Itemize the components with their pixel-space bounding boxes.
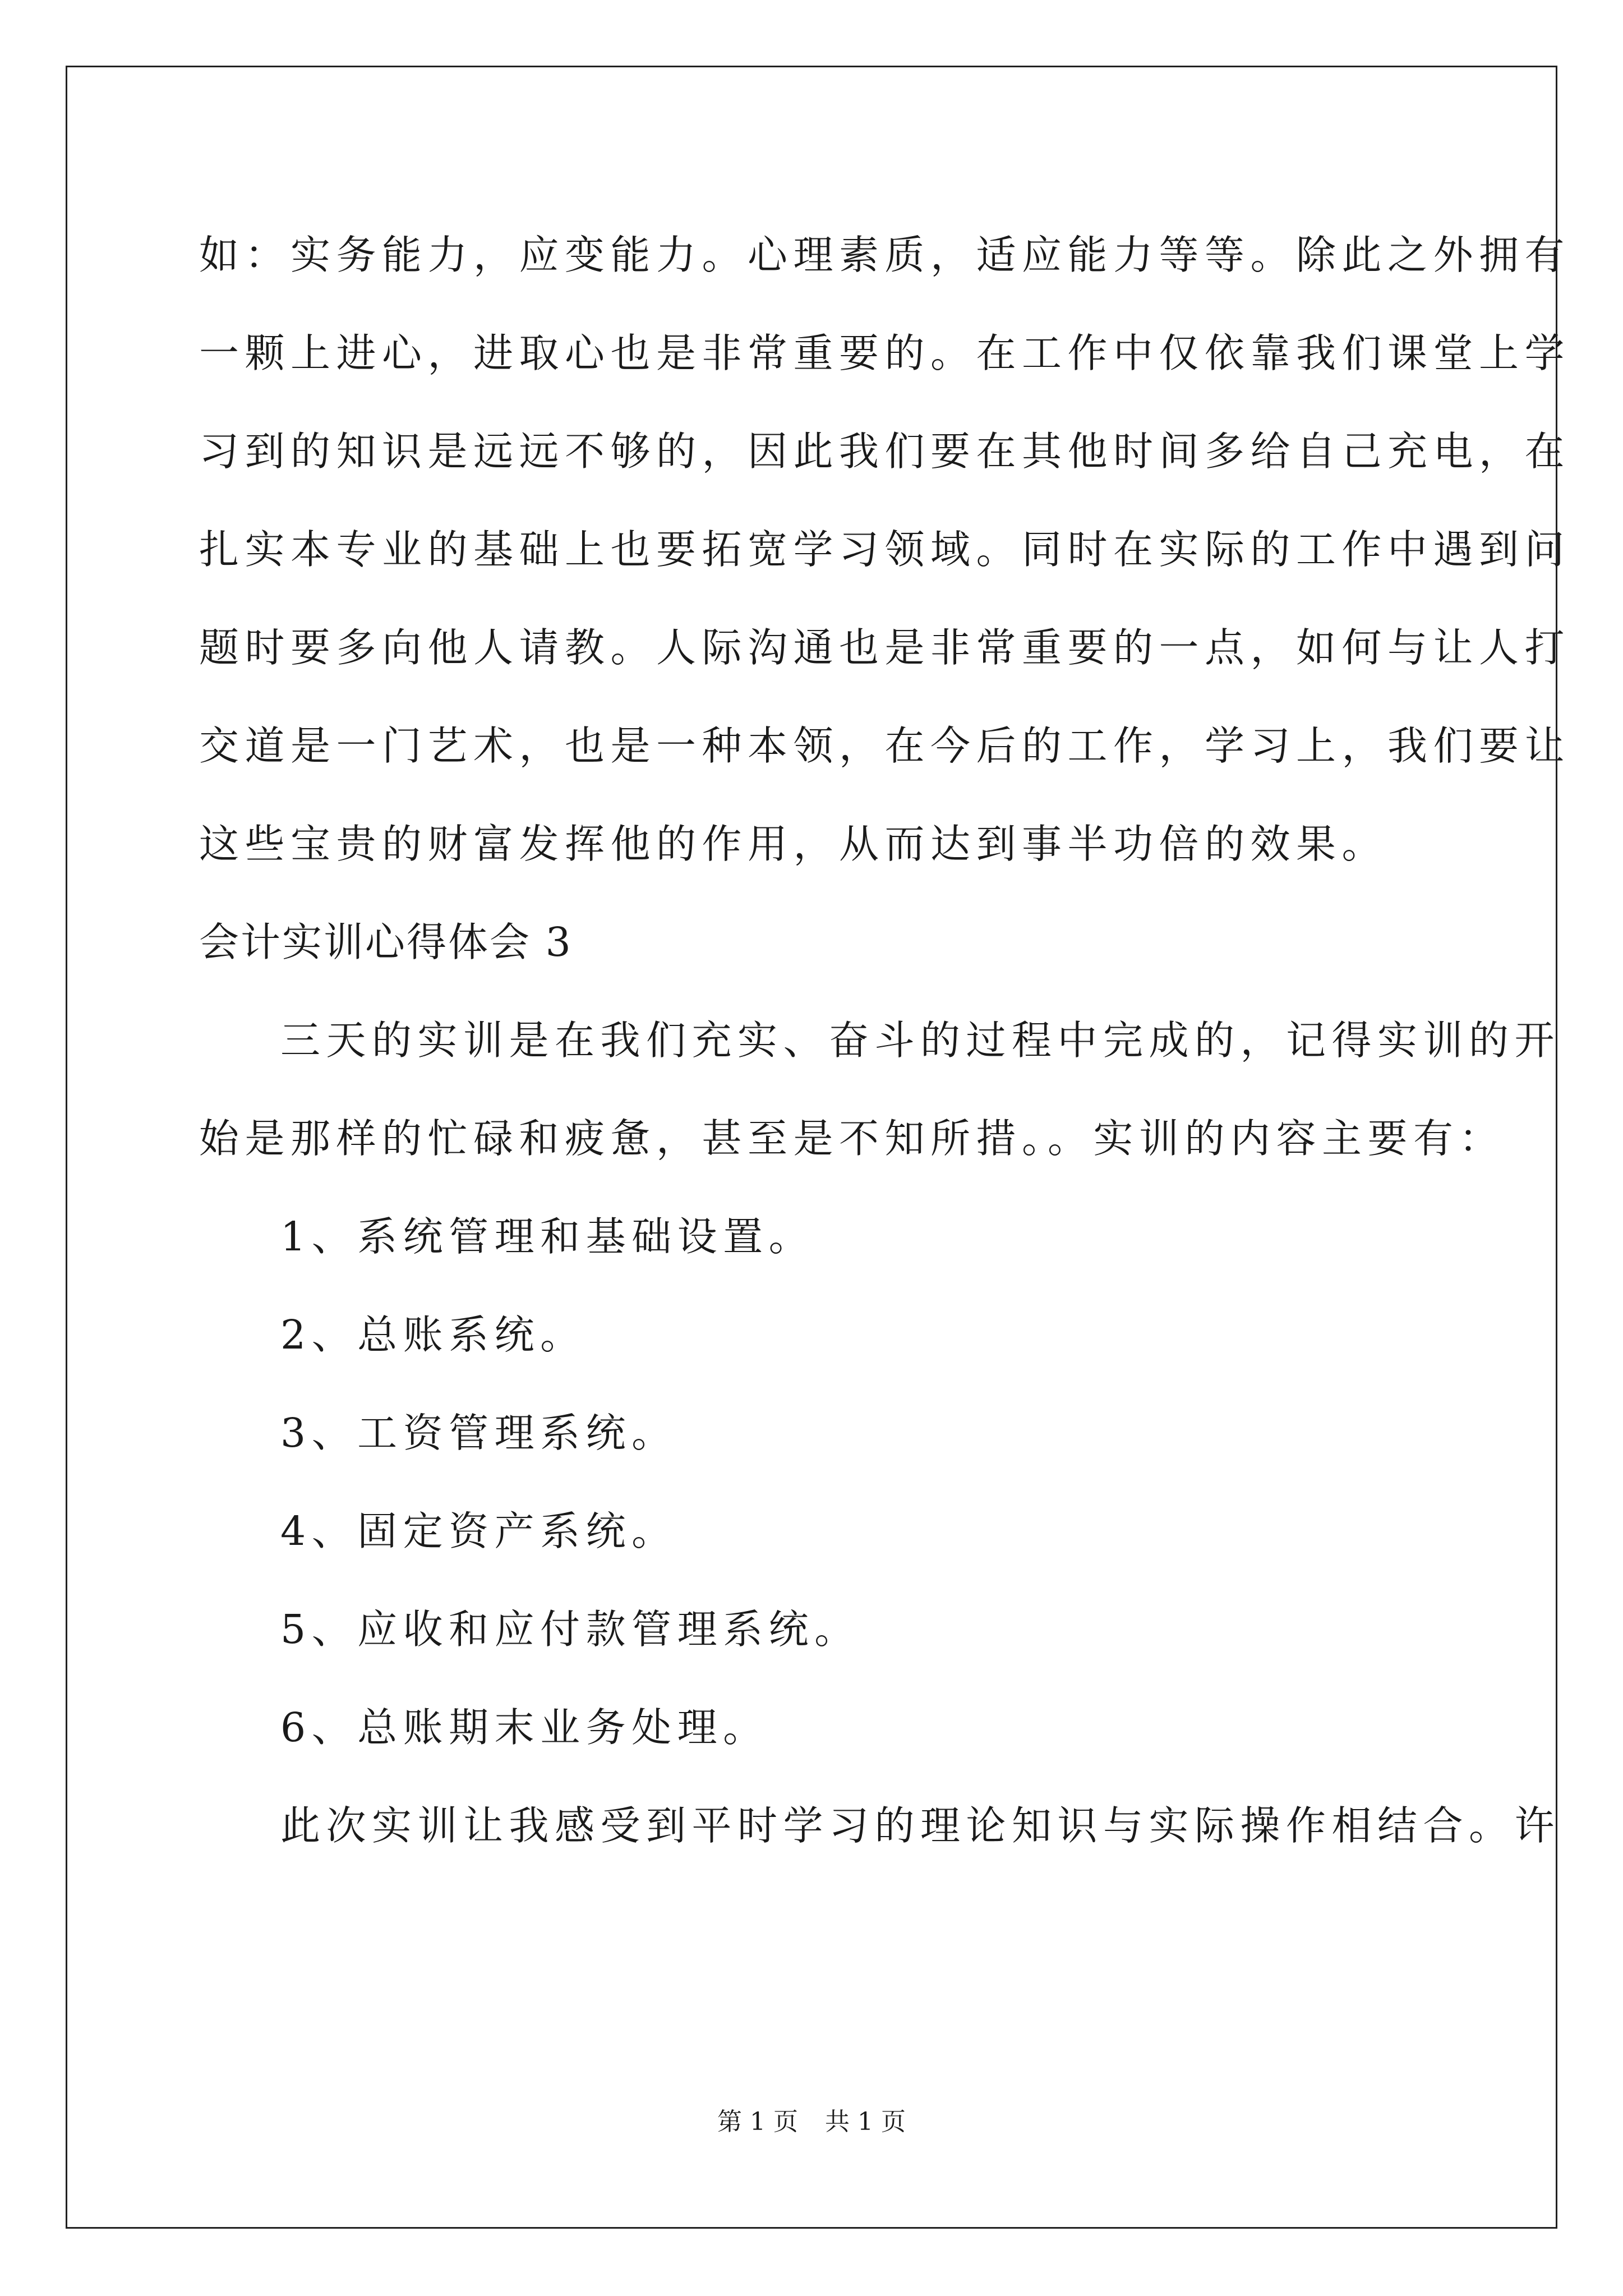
paragraph-line: 始是那样的忙碌和疲惫，甚至是不知所措。。实训的内容主要有： (199, 1115, 1505, 1162)
paragraph-line: 扎实本专业的基础上也要拓宽学习领域。同时在实际的工作中遇到问 (199, 526, 1571, 573)
paragraph-line: 这些宝贵的财富发挥他的作用，从而达到事半功倍的效果。 (199, 821, 1388, 867)
list-item: 1、系统管理和基础设置。 (280, 1213, 815, 1260)
list-item: 2、总账系统。 (280, 1312, 586, 1358)
paragraph-line: 如：实务能力，应变能力。心理素质，适应能力等等。除此之外拥有 (199, 232, 1571, 278)
list-item: 3、工资管理系统。 (280, 1410, 677, 1456)
list-item: 6、总账期末业务处理。 (280, 1704, 769, 1751)
page-footer (0, 2106, 1623, 2138)
list-item: 5、应收和应付款管理系统。 (280, 1606, 860, 1653)
paragraph-line: 交道是一门艺术，也是一种本领，在今后的工作，学习上，我们要让 (199, 723, 1571, 769)
paragraph-line: 此次实训让我感受到平时学习的理论知识与实际操作相结合。许 (280, 1802, 1561, 1849)
paragraph-line: 习到的知识是远远不够的，因此我们要在其他时间多给自己充电，在 (199, 428, 1571, 475)
paragraph-line: 一颗上进心，进取心也是非常重要的。在工作中仅依靠我们课堂上学 (199, 330, 1571, 376)
paragraph-line: 三天的实训是在我们充实、奋斗的过程中完成的，记得实训的开 (280, 1017, 1561, 1064)
section-heading: 会计实训心得体会 3 (199, 919, 573, 965)
list-item: 4、固定资产系统。 (280, 1508, 677, 1554)
page-total: 共 1 页 (825, 2108, 906, 2136)
page-number: 第 1 页 (717, 2108, 798, 2136)
paragraph-line: 题时要多向他人请教。人际沟通也是非常重要的一点，如何与让人打 (199, 624, 1571, 671)
